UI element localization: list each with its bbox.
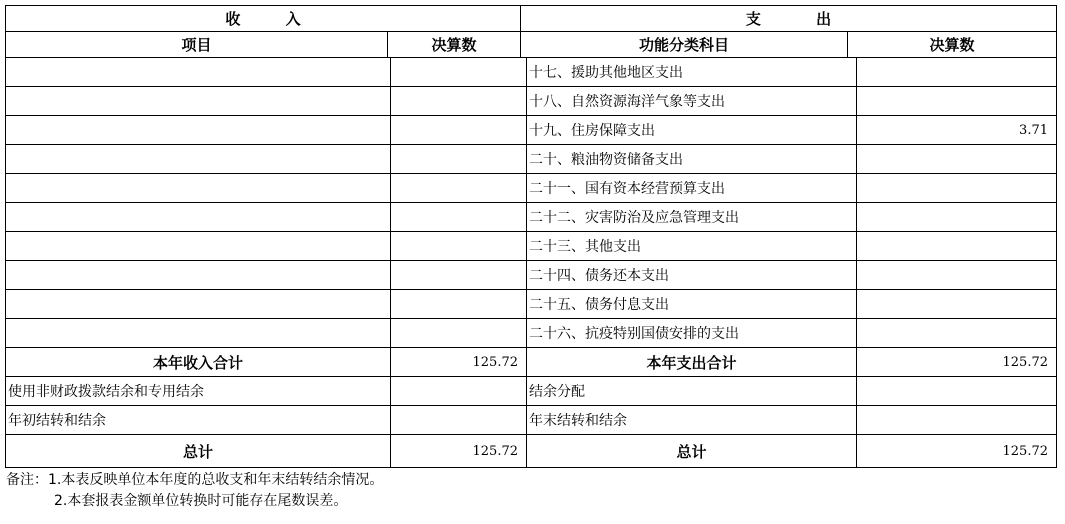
expense-amount-cell	[856, 57, 1057, 87]
table-notes	[6, 470, 383, 512]
income-item-cell	[5, 318, 391, 348]
expense-amount-cell	[856, 144, 1057, 174]
income-amount-cell	[390, 86, 527, 116]
expense-total-value: 125.72	[856, 347, 1057, 377]
income-total-label: 本年收入合计	[5, 347, 391, 377]
table-row	[5, 173, 1057, 203]
expense-item-cell: 十九、住房保障支出	[526, 115, 857, 145]
col-header-item: 项目	[5, 31, 388, 58]
grand-total-left-value: 125.72	[390, 434, 527, 468]
income-amount-cell	[390, 231, 527, 261]
expense-section-title: 支 出	[745, 10, 832, 28]
income-item-cell	[5, 144, 391, 174]
table-row	[5, 144, 1057, 174]
expense-amount-cell	[856, 318, 1057, 348]
expense-total-label: 本年支出合计	[526, 347, 857, 377]
year-total-row	[5, 347, 1057, 377]
table-row	[5, 318, 1057, 348]
nonfiscal-label: 使用非财政拨款结余和专用结余	[5, 376, 391, 406]
col-header-amount-left: 决算数	[387, 31, 521, 58]
income-item-cell	[5, 86, 391, 116]
nonfiscal-row	[5, 376, 1057, 406]
expense-amount-cell	[856, 86, 1057, 116]
expense-section-header	[520, 5, 1057, 32]
grand-total-right-value: 125.72	[856, 434, 1057, 468]
income-amount-cell	[390, 202, 527, 232]
note-2: 2.本套报表金额单位转换时可能存在尾数误差。	[54, 493, 348, 509]
expense-item-cell: 二十五、债务付息支出	[526, 289, 857, 319]
nonfiscal-value	[390, 376, 527, 406]
expense-amount-cell	[856, 173, 1057, 203]
expense-item-cell: 二十一、国有资本经营预算支出	[526, 173, 857, 203]
table-row	[5, 57, 1057, 87]
income-item-cell	[5, 173, 391, 203]
expense-amount-cell	[856, 260, 1057, 290]
carry-in-value	[390, 405, 527, 435]
income-item-cell	[5, 260, 391, 290]
income-item-cell	[5, 57, 391, 87]
expense-item-cell: 十八、自然资源海洋气象等支出	[526, 86, 857, 116]
distribution-label: 结余分配	[526, 376, 857, 406]
carry-in-label: 年初结转和结余	[5, 405, 391, 435]
col-header-function: 功能分类科目	[520, 31, 848, 58]
expense-item-cell: 十七、援助其他地区支出	[526, 57, 857, 87]
income-amount-cell	[390, 318, 527, 348]
table-row	[5, 260, 1057, 290]
expense-item-cell: 二十三、其他支出	[526, 231, 857, 261]
income-item-cell	[5, 289, 391, 319]
expense-amount-cell	[856, 289, 1057, 319]
table-row	[5, 231, 1057, 261]
grand-total-left-label: 总计	[5, 434, 391, 468]
income-section-header	[5, 5, 521, 32]
note-1: 备注：1.本表反映单位本年度的总收支和年末结转结余情况。	[6, 472, 384, 488]
grand-total-right-label: 总计	[526, 434, 857, 468]
header-row-sections	[5, 5, 1057, 32]
income-section-title: 收 入	[225, 10, 301, 28]
expense-amount-cell: 3.71	[856, 115, 1057, 145]
distribution-value	[856, 376, 1057, 406]
income-item-cell	[5, 115, 391, 145]
carryover-row	[5, 405, 1057, 435]
table-row	[5, 202, 1057, 232]
expense-item-cell: 二十二、灾害防治及应急管理支出	[526, 202, 857, 232]
col-header-amount-right: 决算数	[847, 31, 1057, 58]
carry-out-value	[856, 405, 1057, 435]
table-row	[5, 289, 1057, 319]
carry-out-label: 年末结转和结余	[526, 405, 857, 435]
expense-item-cell: 二十、粮油物资储备支出	[526, 144, 857, 174]
income-amount-cell	[390, 57, 527, 87]
expense-amount-cell	[856, 202, 1057, 232]
income-item-cell	[5, 202, 391, 232]
header-row-columns	[5, 31, 1057, 58]
expense-item-cell: 二十六、抗疫特别国债安排的支出	[526, 318, 857, 348]
income-amount-cell	[390, 289, 527, 319]
expense-item-cell: 二十四、债务还本支出	[526, 260, 857, 290]
table-row	[5, 86, 1057, 116]
income-amount-cell	[390, 260, 527, 290]
table-row	[5, 115, 1057, 145]
grand-total-row	[5, 434, 1057, 468]
income-amount-cell	[390, 173, 527, 203]
income-amount-cell	[390, 144, 527, 174]
income-total-value: 125.72	[390, 347, 527, 377]
expense-amount-cell	[856, 231, 1057, 261]
income-amount-cell	[390, 115, 527, 145]
income-item-cell	[5, 231, 391, 261]
